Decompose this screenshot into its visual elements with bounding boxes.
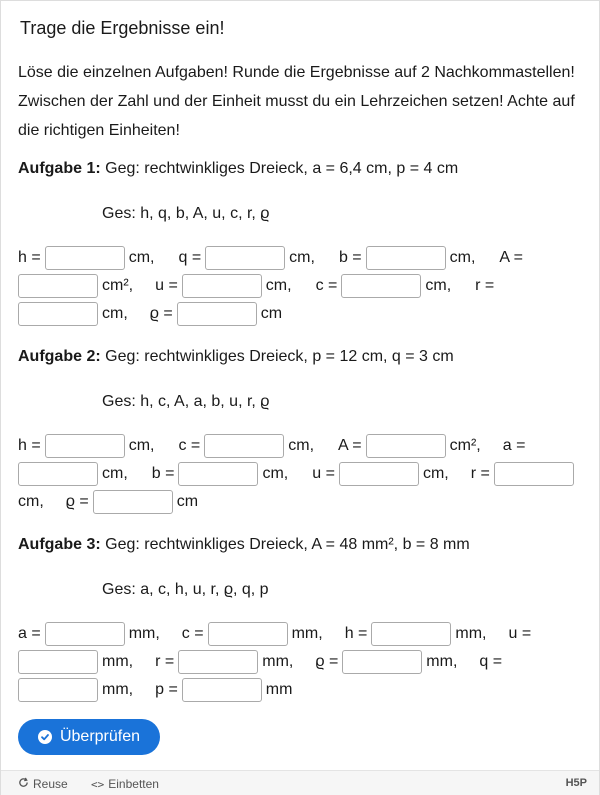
check-button-label: Überprüfen (59, 728, 141, 745)
unit-label: cm, (102, 465, 128, 482)
field-label: h = (18, 249, 41, 266)
field-label: a = (502, 437, 526, 454)
unit-label: mm, (262, 653, 294, 670)
answer-input-c[interactable] (341, 274, 421, 298)
unit-label: cm, (422, 465, 449, 482)
field-label: c = (181, 625, 204, 642)
field-label: q = (479, 653, 503, 670)
task-given-text: Geg: rechtwinkliges Dreieck, A = 48 mm², b = 8 mm (105, 536, 470, 553)
task-label: Aufgabe 1: (18, 160, 101, 177)
field-label: r = (155, 653, 175, 670)
task-1-row-3 (18, 300, 282, 328)
field-label: h = (344, 625, 368, 642)
embed-link[interactable] (91, 777, 159, 791)
unit-label: cm, (262, 465, 289, 482)
code-icon: <> (91, 777, 105, 791)
unit-label: mm, (102, 653, 134, 670)
task-3-row-3 (18, 676, 292, 704)
check-icon (38, 730, 52, 744)
unit-label: mm, (291, 625, 323, 642)
answer-input-r[interactable] (178, 650, 258, 674)
unit-label: cm (176, 493, 199, 510)
answer-input-rho[interactable] (93, 490, 173, 514)
answer-input-rho[interactable] (342, 650, 422, 674)
unit-label: cm, (128, 437, 155, 454)
answer-input-u[interactable] (339, 462, 419, 486)
field-label: c = (178, 437, 201, 454)
task-2-sought: Ges: h, c, A, a, b, u, r, ϱ (102, 393, 270, 410)
page-title: Trage die Ergebnisse ein! (20, 18, 225, 38)
task-3-sought: Ges: a, c, h, u, r, ϱ, q, p (102, 581, 269, 598)
task-label: Aufgabe 2: (18, 348, 101, 365)
task-3-row-2 (18, 648, 502, 676)
answer-input-h[interactable] (45, 434, 125, 458)
task-2-row-1 (18, 432, 525, 460)
unit-label: cm², (449, 437, 481, 454)
answer-input-q[interactable] (18, 678, 98, 702)
unit-label: mm, (455, 625, 487, 642)
unit-label: mm, (426, 653, 458, 670)
task-1-row-2 (18, 272, 494, 300)
field-label: ϱ = (315, 653, 339, 670)
unit-label: cm, (18, 493, 44, 510)
field-label: r = (475, 277, 495, 294)
field-label: h = (18, 437, 41, 454)
field-label: p = (155, 681, 178, 698)
field-label: b = (151, 465, 175, 482)
answer-input-c[interactable] (208, 622, 288, 646)
unit-label: cm (260, 305, 283, 322)
answer-input-A[interactable] (18, 274, 98, 298)
unit-label: cm, (265, 277, 292, 294)
unit-label: cm, (288, 437, 315, 454)
task-2-given (18, 348, 454, 366)
answer-input-c[interactable] (204, 434, 284, 458)
check-button[interactable] (18, 719, 160, 755)
task-3-row-1 (18, 620, 531, 648)
answer-input-r[interactable] (494, 462, 574, 486)
task-3-given (18, 536, 470, 554)
answer-input-rho[interactable] (177, 302, 257, 326)
field-label: u = (508, 625, 532, 642)
unit-label: mm, (102, 681, 134, 698)
answer-input-p[interactable] (182, 678, 262, 702)
answer-input-q[interactable] (205, 246, 285, 270)
task-given-text: Geg: rechtwinkliges Dreieck, a = 6,4 cm, p = 4 cm (105, 160, 459, 177)
task-1-given (18, 160, 458, 178)
answer-input-h[interactable] (371, 622, 451, 646)
field-label: a = (18, 625, 41, 642)
answer-input-b[interactable] (366, 246, 446, 270)
embed-label: Einbetten (108, 777, 159, 791)
reuse-label: Reuse (33, 777, 68, 791)
task-label: Aufgabe 3: (18, 536, 101, 553)
answer-input-r[interactable] (18, 302, 98, 326)
answer-input-h[interactable] (45, 246, 125, 270)
task-1-row-1 (18, 244, 523, 272)
field-label: u = (155, 277, 178, 294)
answer-input-a[interactable] (45, 622, 125, 646)
unit-label: mm, (128, 625, 160, 642)
h5p-logo[interactable]: H5P (565, 777, 587, 789)
unit-label: cm, (425, 277, 452, 294)
unit-label: cm, (102, 305, 128, 322)
field-label: b = (338, 249, 362, 266)
answer-input-A[interactable] (366, 434, 446, 458)
unit-label: cm², (102, 277, 134, 294)
task-2-row-3 (18, 488, 198, 516)
task-2-row-2 (18, 460, 578, 488)
answer-input-u[interactable] (18, 650, 98, 674)
instructions: Löse die einzelnen Aufgaben! Runde die Ergebnisse auf 2 Nachkommastellen! Zwischen der Zahl und der Einheit musst du ein Lehrzeichen setzen! Achte auf die richtigen Einheiten! (18, 64, 575, 139)
reuse-icon (18, 777, 29, 791)
field-label: q = (178, 249, 202, 266)
answer-input-b[interactable] (178, 462, 258, 486)
reuse-link[interactable] (18, 777, 68, 791)
field-label: A = (499, 249, 523, 266)
task-given-text: Geg: rechtwinkliges Dreieck, p = 12 cm, q = 3 cm (105, 348, 454, 365)
answer-input-a[interactable] (18, 462, 98, 486)
field-label: u = (312, 465, 335, 482)
field-label: r = (470, 465, 490, 482)
task-1-sought: Ges: h, q, b, A, u, c, r, ϱ (102, 205, 270, 222)
unit-label: cm, (128, 249, 155, 266)
answer-input-u[interactable] (182, 274, 262, 298)
h5p-footer (1, 770, 599, 795)
unit-label: cm, (289, 249, 315, 266)
field-label: A = (338, 437, 362, 454)
unit-label: cm, (449, 249, 476, 266)
field-label: c = (315, 277, 338, 294)
unit-label: mm (265, 681, 293, 698)
field-label: ϱ = (65, 493, 89, 510)
field-label: ϱ = (149, 305, 173, 322)
